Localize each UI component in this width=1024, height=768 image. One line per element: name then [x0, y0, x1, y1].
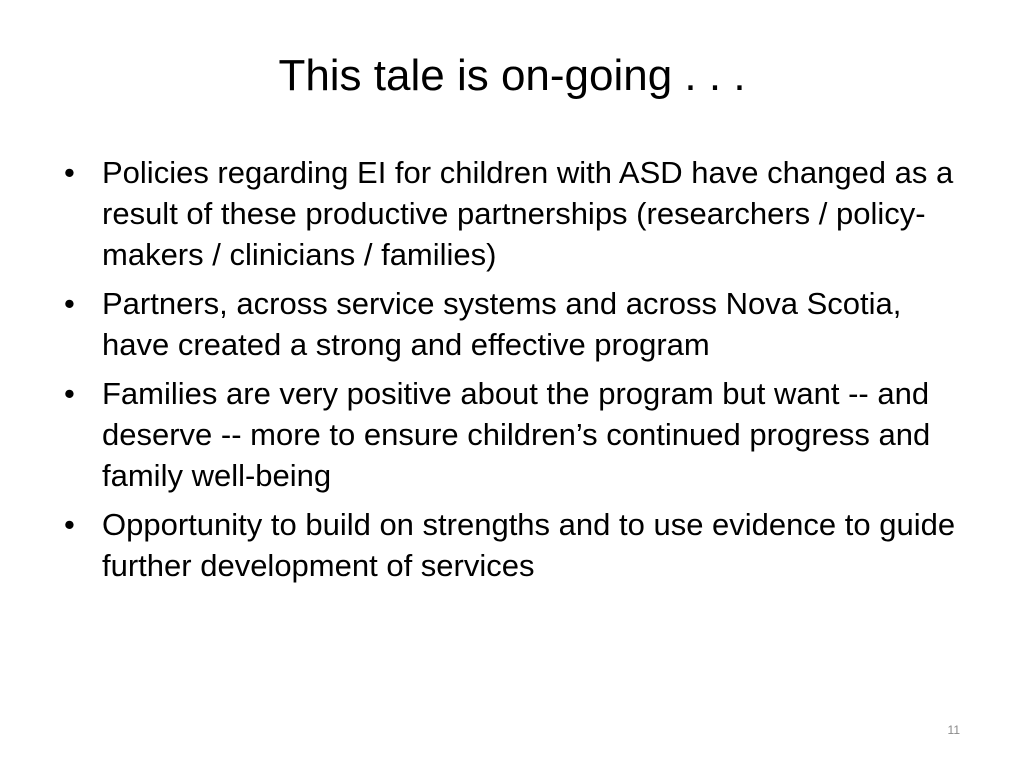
bullet-marker: • — [64, 286, 75, 321]
bullet-text: Policies regarding EI for children with ASD have changed as a result of these productive partnerships (researchers / policy-makers / clinicians / families) — [102, 155, 954, 272]
bullet-text: Partners, across service systems and across Nova Scotia, have created a strong and effective program — [102, 286, 902, 362]
bullet-marker: • — [64, 507, 75, 542]
list-item — [60, 373, 960, 496]
list-item — [60, 283, 960, 365]
bullet-text: Families are very positive about the program but want -- and deserve -- more to ensure children’s continued progress and family well-being — [102, 376, 931, 493]
list-item — [60, 152, 960, 275]
bullet-marker: • — [64, 155, 75, 190]
bullet-text: Opportunity to build on strengths and to use evidence to guide further development of services — [102, 507, 956, 583]
bullet-list — [60, 152, 960, 594]
slide-title: This tale is on-going . . . — [278, 51, 746, 100]
list-item — [60, 504, 960, 586]
bullet-marker: • — [64, 376, 75, 411]
page-number: 11 — [947, 723, 960, 737]
